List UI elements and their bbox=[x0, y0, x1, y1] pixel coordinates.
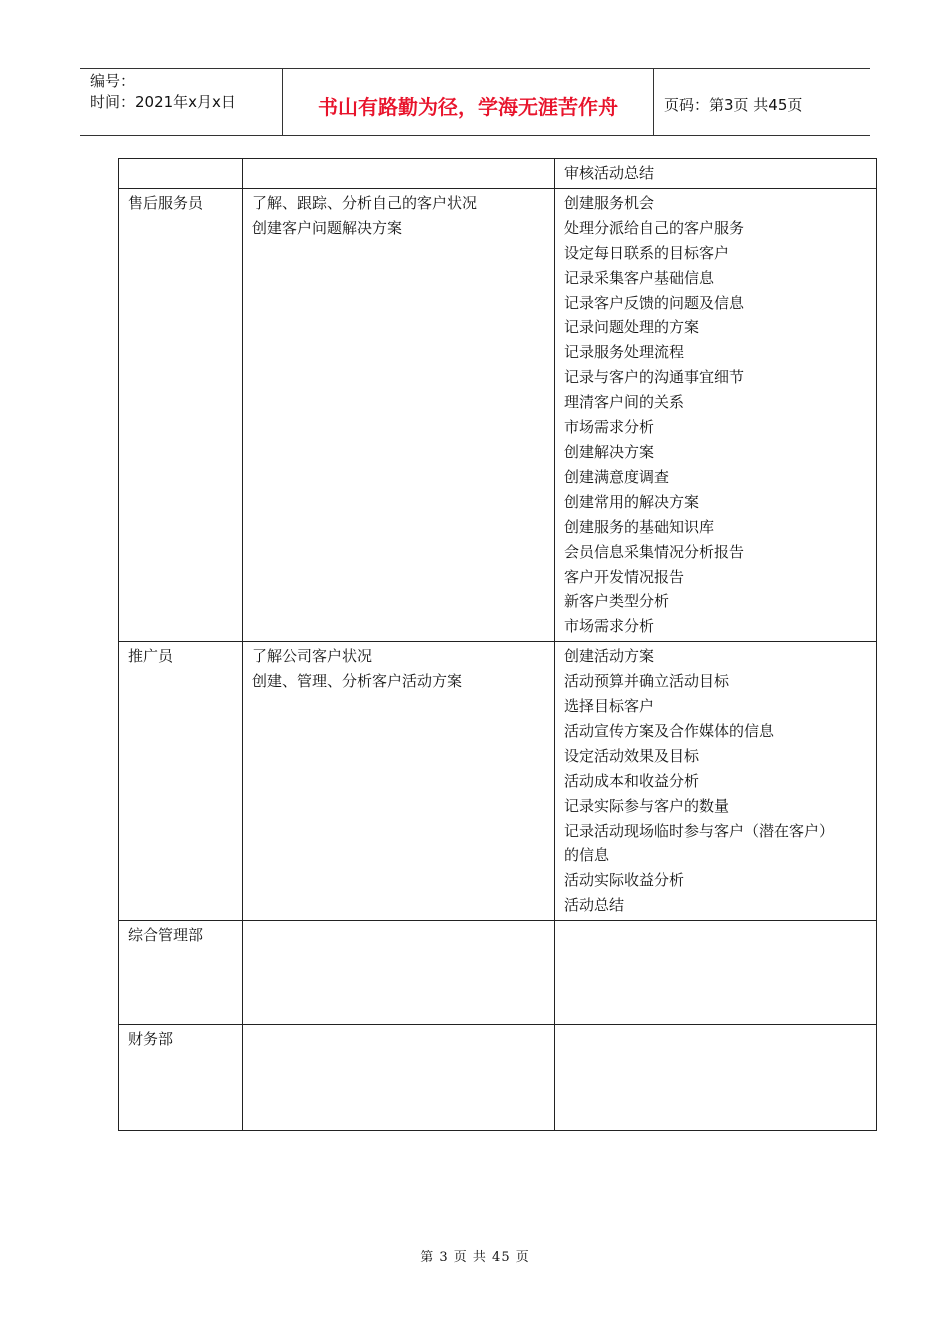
role-name: 售后服务员 bbox=[128, 193, 204, 212]
function-item: 处理分派给自己的客户服务 bbox=[564, 218, 745, 237]
function-item: 客户开发情况报告 bbox=[564, 567, 685, 586]
function-item: 创建常用的解决方案 bbox=[564, 492, 700, 511]
function-item: 会员信息采集情况分析报告 bbox=[564, 542, 745, 561]
roles-table-body bbox=[119, 159, 877, 1131]
function-item: 活动预算并确立活动目标 bbox=[564, 672, 730, 691]
role-cell bbox=[119, 642, 243, 921]
role-cell bbox=[119, 159, 243, 189]
duties-cell bbox=[243, 1025, 555, 1131]
function-item: 记录与客户的沟通事宜细节 bbox=[564, 368, 745, 387]
role-name: 财务部 bbox=[128, 1030, 174, 1049]
function-item: 记录活动现场临时参与客户（潜在客户） bbox=[564, 821, 835, 840]
function-item: 创建满意度调查 bbox=[564, 467, 670, 486]
function-item: 理清客户间的关系 bbox=[564, 393, 685, 412]
header-meta bbox=[80, 69, 282, 135]
function-item: 设定活动效果及目标 bbox=[564, 746, 700, 765]
function-item: 记录采集客户基础信息 bbox=[564, 268, 715, 287]
document-number-label: 编号： bbox=[90, 72, 136, 90]
role-cell bbox=[119, 188, 243, 641]
duty-item: 了解、跟踪、分析自己的客户状况 bbox=[252, 193, 478, 212]
duties-cell bbox=[243, 188, 555, 641]
function-item: 记录实际参与客户的数量 bbox=[564, 796, 730, 815]
function-item: 活动成本和收益分析 bbox=[564, 771, 700, 790]
duties-cell bbox=[243, 642, 555, 921]
header-page-number: 页码：第3页 共45页 bbox=[664, 95, 803, 114]
table-row bbox=[119, 921, 877, 1025]
duty-item: 创建客户问题解决方案 bbox=[252, 218, 403, 237]
function-item: 活动实际收益分析 bbox=[564, 871, 685, 890]
role-cell bbox=[119, 1025, 243, 1131]
functions-cell bbox=[555, 1025, 877, 1131]
function-item: 审核活动总结 bbox=[564, 164, 655, 182]
page-footer: 第 3 页 共 45 页 bbox=[420, 1250, 530, 1265]
function-item: 的信息 bbox=[564, 846, 610, 865]
duties-cell bbox=[243, 159, 555, 189]
function-item: 创建活动方案 bbox=[564, 647, 655, 666]
role-name: 推广员 bbox=[128, 647, 174, 666]
table-row bbox=[119, 642, 877, 921]
duty-item: 了解公司客户状况 bbox=[252, 647, 373, 666]
function-item: 活动宣传方案及合作媒体的信息 bbox=[564, 721, 775, 740]
functions-cell bbox=[555, 642, 877, 921]
function-item: 市场需求分析 bbox=[564, 617, 655, 636]
function-item: 记录服务处理流程 bbox=[564, 343, 685, 362]
roles-table bbox=[118, 158, 877, 1131]
function-item: 活动总结 bbox=[564, 896, 625, 915]
table-row bbox=[119, 1025, 877, 1131]
role-cell bbox=[119, 921, 243, 1025]
table-row bbox=[119, 188, 877, 641]
function-item: 记录问题处理的方案 bbox=[564, 318, 700, 337]
role-name: 综合管理部 bbox=[128, 926, 204, 945]
function-item: 市场需求分析 bbox=[564, 418, 655, 437]
duty-item: 创建、管理、分析客户活动方案 bbox=[252, 672, 463, 691]
page-header bbox=[80, 68, 870, 136]
function-item: 设定每日联系的目标客户 bbox=[564, 243, 730, 262]
functions-cell bbox=[555, 159, 877, 189]
function-item: 选择目标客户 bbox=[564, 697, 655, 716]
function-item: 记录客户反馈的问题及信息 bbox=[564, 293, 745, 312]
document-date-label: 时间：2021年x月x日 bbox=[90, 93, 236, 111]
duties-cell bbox=[243, 921, 555, 1025]
functions-cell bbox=[555, 188, 877, 641]
function-item: 创建服务机会 bbox=[564, 193, 655, 212]
header-motto: 书山有路勤为径，学海无涯苦作舟 bbox=[282, 69, 654, 135]
function-item: 新客户类型分析 bbox=[564, 592, 670, 611]
function-item: 创建解决方案 bbox=[564, 442, 655, 461]
table-row bbox=[119, 159, 877, 189]
functions-cell bbox=[555, 921, 877, 1025]
function-item: 创建服务的基础知识库 bbox=[564, 517, 715, 536]
